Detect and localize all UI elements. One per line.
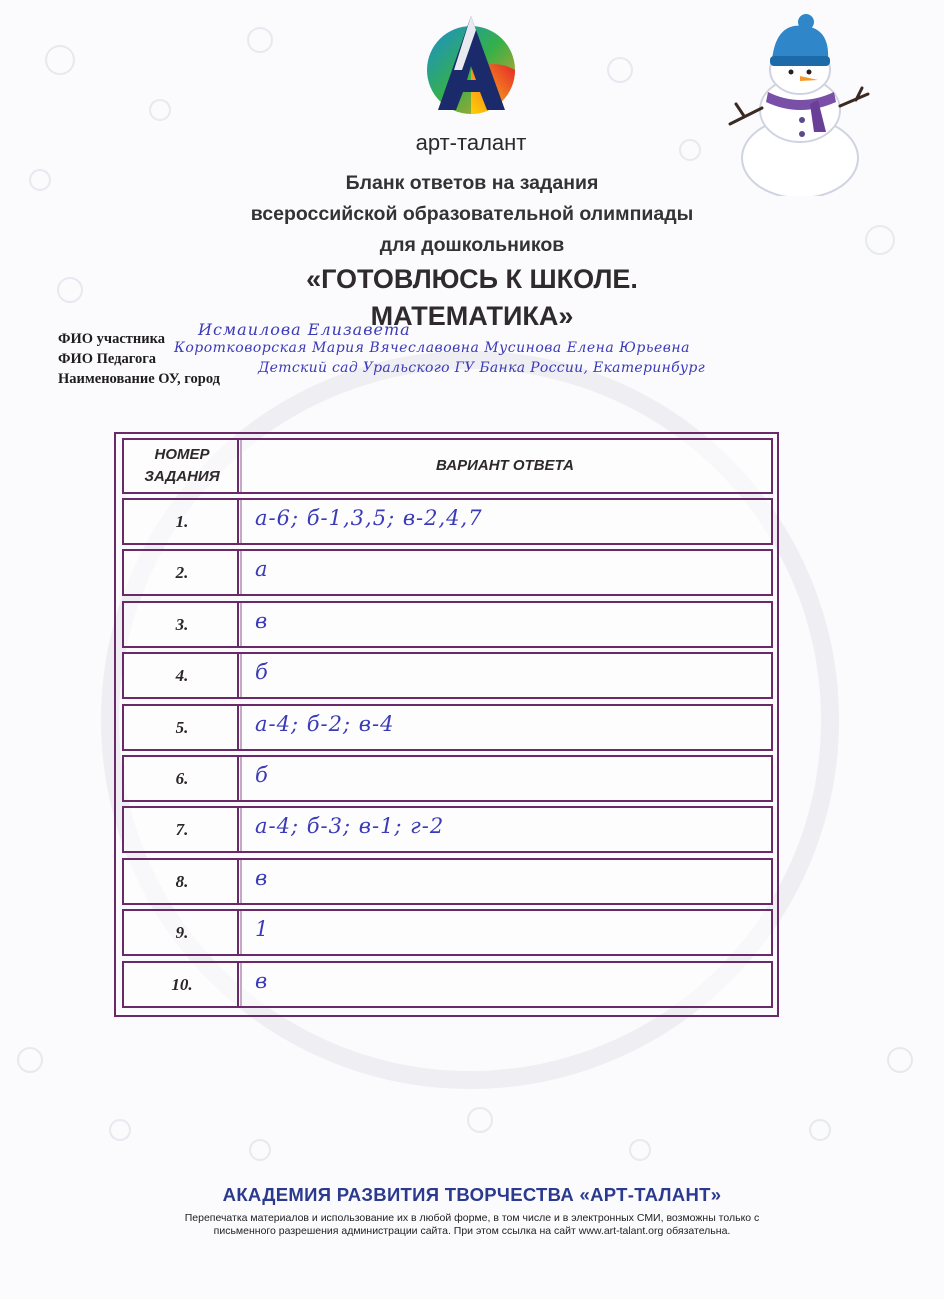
header-task-label: НОМЕР ЗАДАНИЯ xyxy=(144,446,220,485)
task-number-cell xyxy=(122,755,242,802)
answer-text: а-4; б-2; в-4 xyxy=(255,711,395,736)
task-number: 8. xyxy=(175,871,189,891)
answer-text: а-4; б-3; в-1; г-2 xyxy=(255,814,445,839)
title-line-1: «ГОТОВЛЮСЬ К ШКОЛЕ. xyxy=(306,264,638,294)
header-answer-label: ВАРИАНТ ОТВЕТА xyxy=(436,457,574,474)
answer-cell xyxy=(237,755,773,802)
answer-text: в xyxy=(255,608,269,633)
footer-org: АКАДЕМИЯ РАЗВИТИЯ ТВОРЧЕСТВА «АРТ-ТАЛАНТ» xyxy=(222,1184,722,1205)
answer-cell xyxy=(237,601,773,648)
logo-brand-text: арт-талант xyxy=(415,130,527,155)
title-line-2: МАТЕМАТИКА» xyxy=(370,301,574,331)
org-label: Наименование ОУ, город xyxy=(58,371,220,387)
footer-note-line-2: письменного разрешения администрации сайта. При этом ссылка на сайт www.art-talant.org обязательна. xyxy=(213,1225,731,1237)
task-number-cell xyxy=(122,601,242,648)
header-task-cell xyxy=(122,438,242,494)
answer-text: в xyxy=(255,968,269,993)
art-talant-logo xyxy=(396,10,546,160)
header-answer-cell xyxy=(237,438,773,494)
task-number: 6. xyxy=(175,769,189,788)
answer-text: в xyxy=(255,865,269,890)
answer-text: б xyxy=(255,660,269,685)
task-number: 9. xyxy=(175,923,189,943)
answer-cell xyxy=(237,549,773,596)
logo-a-icon xyxy=(418,10,524,122)
task-number-cell xyxy=(122,961,242,1008)
participant-value: Исмаилова Елизавета xyxy=(198,320,411,339)
task-number: 5. xyxy=(175,717,189,737)
header-line-2: всероссийской образовательной олимпиады xyxy=(250,203,694,225)
task-number-cell xyxy=(122,806,242,853)
task-number-cell xyxy=(122,858,242,905)
org-value: Детский сад Уральского ГУ Банка России, Екатеринбург xyxy=(258,360,705,376)
answer-text: а xyxy=(255,557,269,582)
answer-cell xyxy=(237,806,773,853)
answer-cell xyxy=(237,498,773,545)
answer-text: б xyxy=(255,763,269,787)
header-line-3: для дошкольников xyxy=(379,234,565,256)
footer-note xyxy=(0,1212,944,1238)
footer xyxy=(0,1184,944,1238)
participant-label: ФИО участника xyxy=(58,331,165,347)
answer-cell xyxy=(237,858,773,905)
task-number-cell xyxy=(122,652,242,699)
teacher-value: Коротковорская Мария Вячеславовна Мусинова Елена Юрьевна xyxy=(174,340,690,356)
task-number: 7. xyxy=(175,820,189,840)
task-number-cell xyxy=(122,549,242,596)
task-number: 10. xyxy=(171,974,193,994)
footer-note-line-1: Перепечатка материалов и использование их в любой форме, в том числе и в электронных СМИ, возможны только с xyxy=(184,1212,760,1224)
org-row xyxy=(58,360,928,388)
answer-text: а-6; б-1,3,5; в-2,4,7 xyxy=(255,506,483,530)
form-header xyxy=(0,168,944,335)
teacher-label: ФИО Педагога xyxy=(58,351,157,367)
answer-table xyxy=(114,432,779,1017)
answer-text: 1 xyxy=(255,917,270,942)
answer-cell xyxy=(237,704,773,751)
task-number-cell xyxy=(122,909,242,956)
header-line-1: Бланк ответов на задания xyxy=(345,172,599,194)
task-number: 1. xyxy=(175,512,189,531)
answer-cell xyxy=(237,961,773,1008)
task-number: 4. xyxy=(175,666,189,686)
answer-cell xyxy=(237,652,773,699)
task-number: 2. xyxy=(175,563,189,583)
task-number-cell xyxy=(122,498,242,545)
task-number: 3. xyxy=(175,614,189,634)
answer-cell xyxy=(237,909,773,956)
task-number-cell xyxy=(122,704,242,751)
participant-info xyxy=(58,320,928,388)
